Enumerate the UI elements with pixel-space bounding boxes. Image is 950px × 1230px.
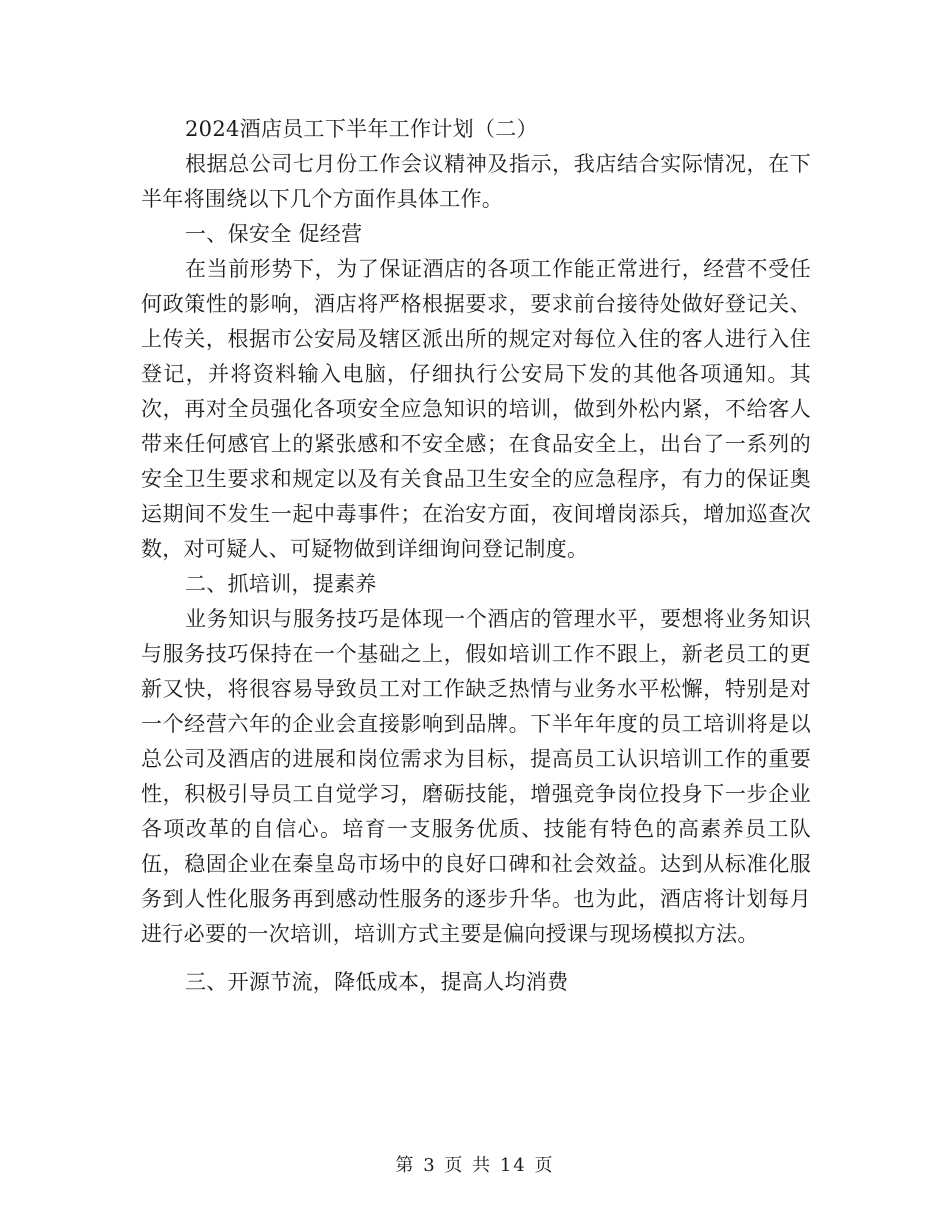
section-heading-training: 二、抓培训，提素养 [185, 572, 377, 596]
page-number-footer: 第 3 页 共 14 页 [395, 1155, 555, 1176]
document-body [141, 112, 811, 1000]
section-heading-safety: 一、保安全 促经营 [185, 222, 363, 246]
intro-paragraph: 根据总公司七月份工作会议精神及指示，我店结合实际情况，在下半年将围绕以下几个方面作具体工作。 [141, 152, 811, 211]
section-body-training: 业务知识与服务技巧是体现一个酒店的管理水平，要想将业务知识与服务技巧保持在一个基础之上，假如培训工作不跟上，新老员工的更新又快，将很容易导致员工对工作缺乏热情与业务水平松懈，特别是对一个经营六年的企业会直接影响到品牌。下半年年度的员工培训将是以总公司及酒店的进展和岗位需求为目标，提高员工认识培训工作的重要性，积极引导员工自觉学习，磨砺技能，增强竞争岗位投身下一步企业各项改革的自信心。培育一支服务优质、技能有特色的高素养员工队伍，稳固企业在秦皇岛市场中的良好口碑和社会效益。达到从标准化服务到人性化服务再到感动性服务的逐步升华。也为此，酒店将计划每月进行必要的一次培训，培训方式主要是偏向授课与现场模拟方法。 [141, 607, 811, 946]
document-title: 2024酒店员工下半年工作计划（二） [185, 117, 538, 141]
section-body-safety: 在当前形势下，为了保证酒店的各项工作能正常进行，经营不受任何政策性的影响，酒店将严格根据要求，要求前台接待处做好登记关、上传关，根据市公安局及辖区派出所的规定对每位入住的客人进行入住登记，并将资料输入电脑，仔细执行公安局下发的其他各项通知。其次，再对全员强化各项安全应急知识的培训，做到外松内紧，不给客人带来任何感官上的紧张感和不安全感；在食品安全上，出台了一系列的安全卫生要求和规定以及有关食品卫生安全的应急程序，有力的保证奥运期间不发生一起中毒事件；在治安方面，夜间增岗添兵，增加巡查次数，对可疑人、可疑物做到详细询问登记制度。 [141, 257, 811, 561]
section-heading-cost: 三、开源节流，降低成本，提高人均消费 [185, 970, 569, 994]
paragraph-gap [141, 952, 811, 965]
